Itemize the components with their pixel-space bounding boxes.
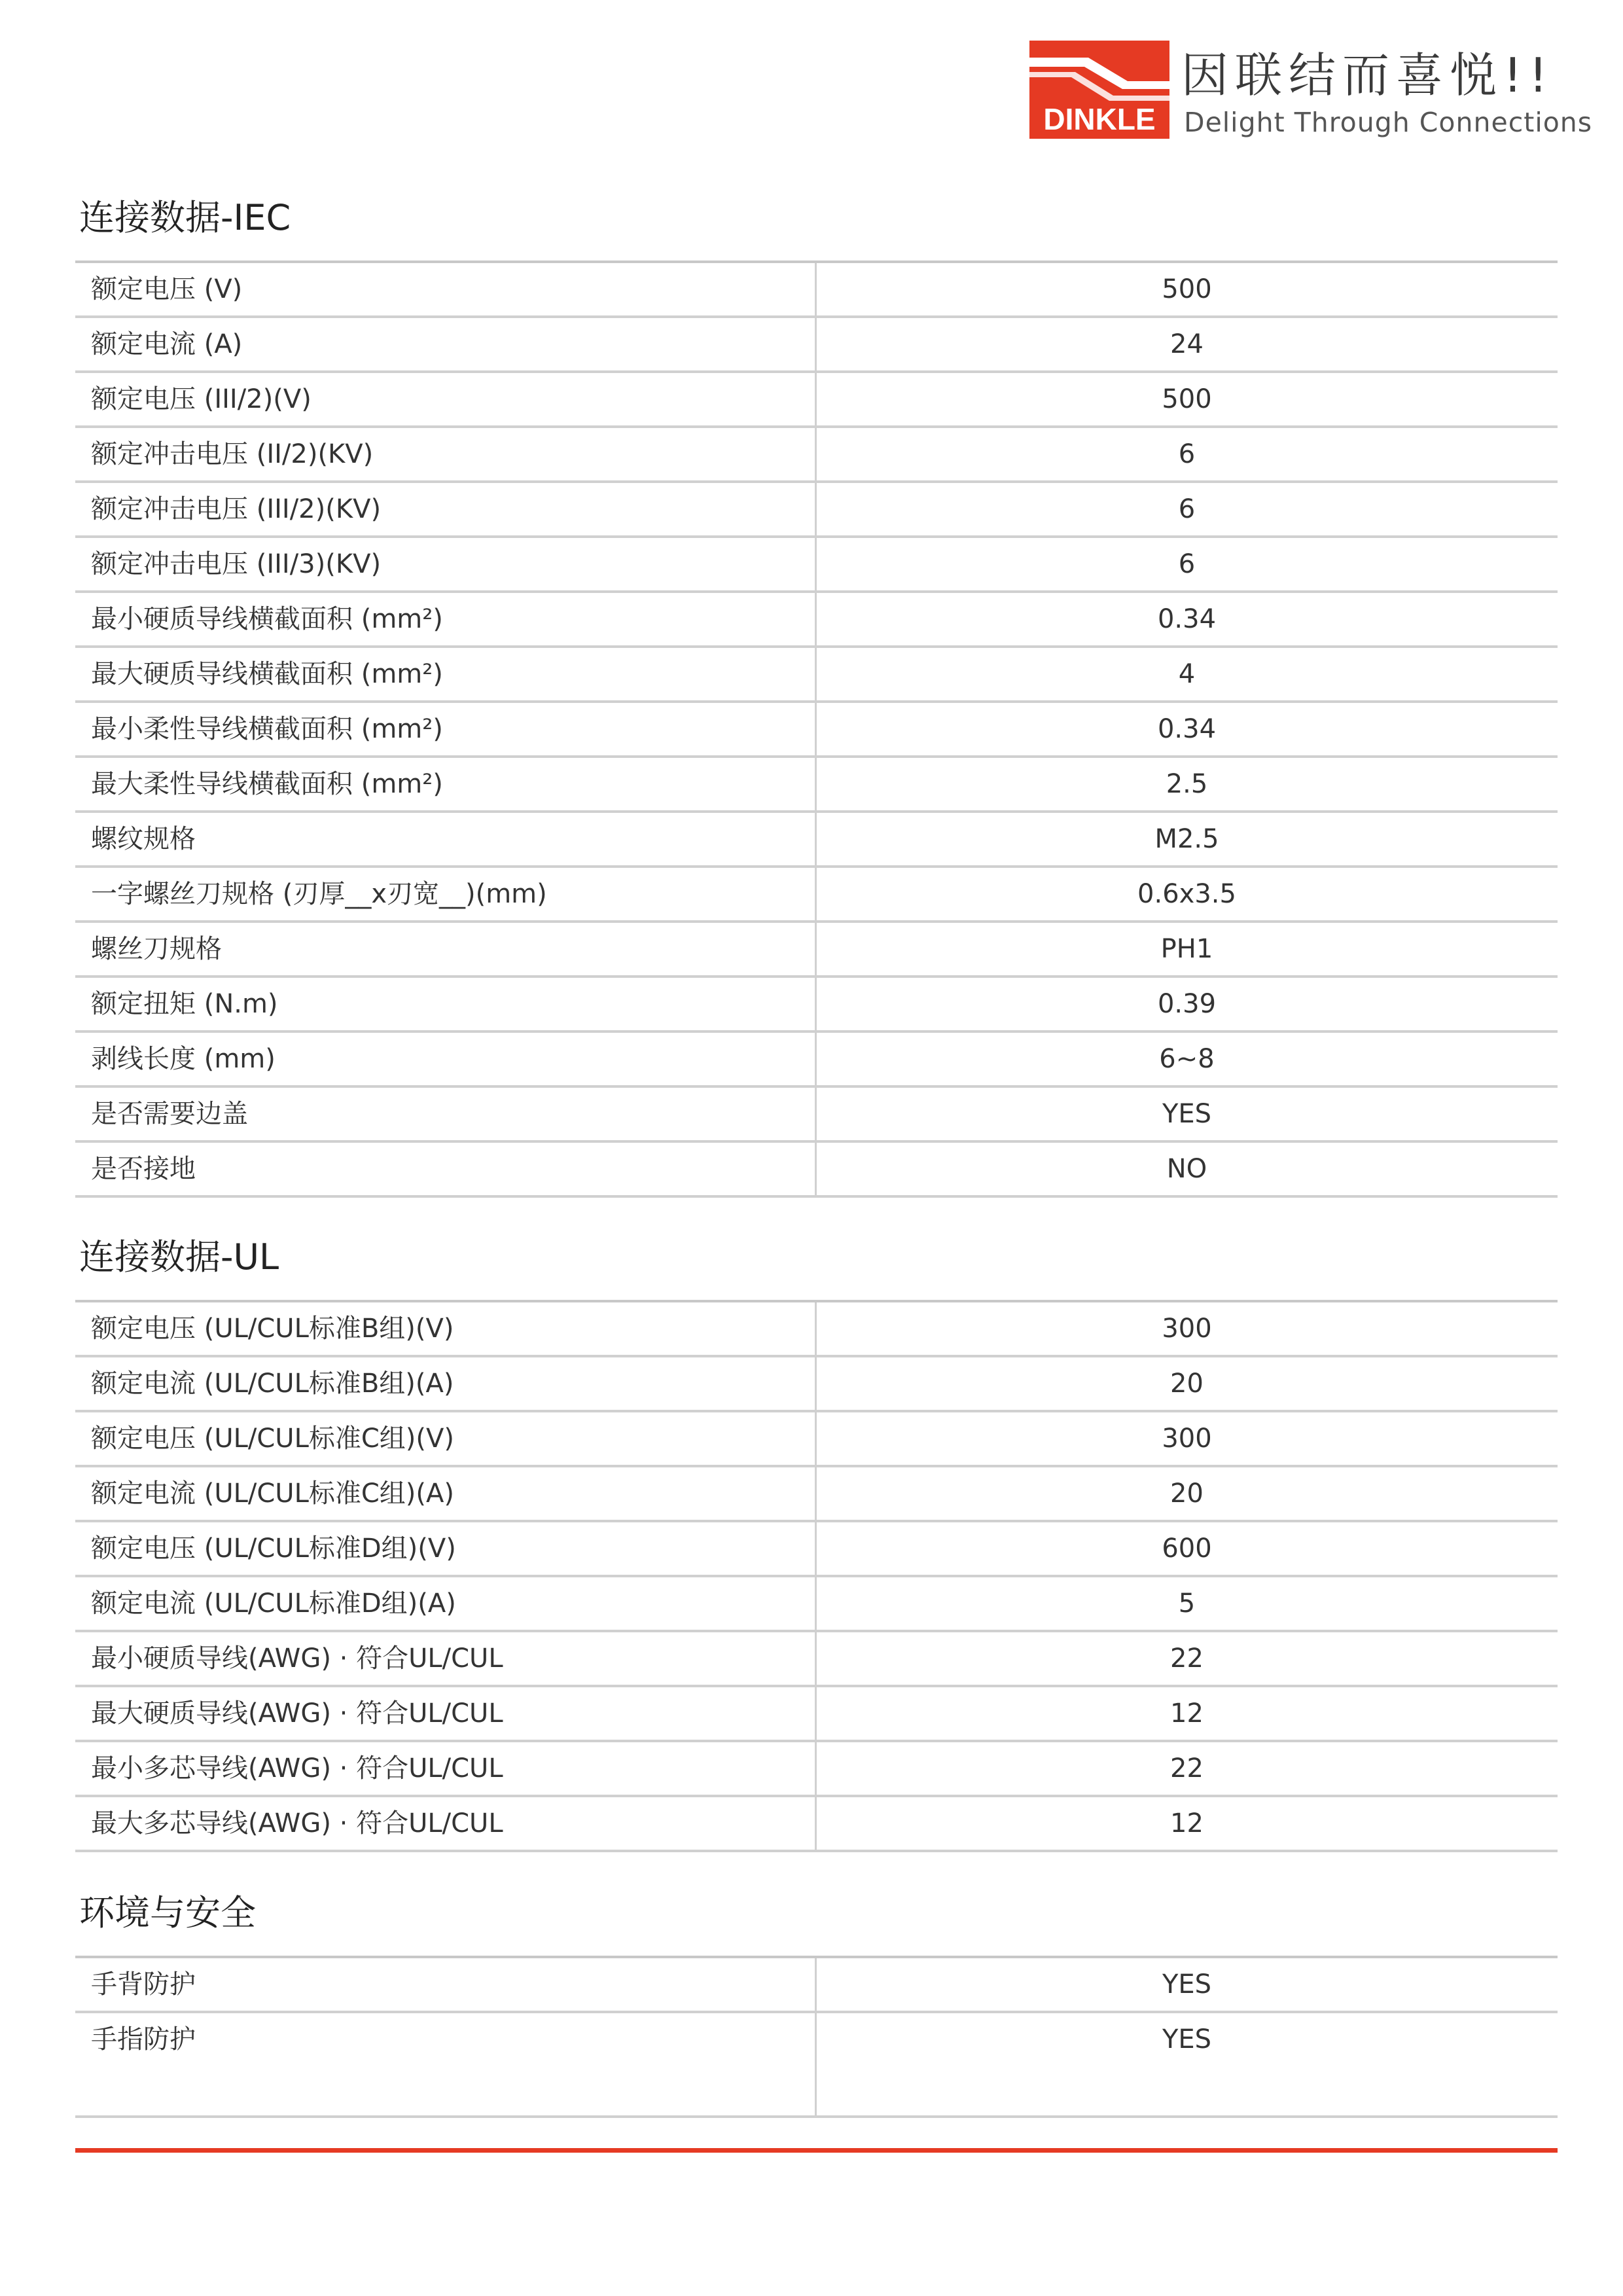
table-row: [75, 1467, 1558, 1522]
row-label: 剥线长度 (mm): [91, 1044, 276, 1074]
row-value: 0.6x3.5: [1137, 879, 1236, 909]
row-label: 额定电压 (UL/CUL标准D组)(V): [91, 1534, 456, 1564]
row-value: 300: [1162, 1424, 1212, 1454]
table-row: [75, 318, 1558, 373]
row-label: 手背防护: [91, 1969, 196, 2000]
row-value: 20: [1170, 1479, 1204, 1509]
row-label: 额定电压 (UL/CUL标准C组)(V): [91, 1424, 454, 1454]
row-value: 500: [1162, 274, 1212, 304]
row-value: 6: [1178, 549, 1196, 579]
dinkle-logo-icon: [1029, 41, 1169, 139]
table-row: [75, 1742, 1558, 1797]
slogan-english: Delight Through Connections: [1184, 107, 1593, 138]
row-label: 额定电压 (III/2)(V): [91, 384, 312, 414]
table-row: [75, 1302, 1558, 1357]
section-title: 环境与安全: [79, 1892, 256, 1933]
row-value: 6: [1178, 494, 1196, 524]
table-row: [75, 1522, 1558, 1577]
svg-text:DINKLE: DINKLE: [1043, 102, 1156, 136]
table-row: [75, 593, 1558, 648]
row-value: 300: [1162, 1314, 1212, 1344]
table-row: [75, 1958, 1558, 2013]
table-row: [75, 538, 1558, 593]
row-value: 600: [1162, 1534, 1212, 1564]
row-value: 0.34: [1157, 604, 1217, 634]
row-label: 最大硬质导线(AWG) · 符合UL/CUL: [91, 1698, 503, 1729]
row-value: 5: [1178, 1588, 1196, 1619]
row-label: 最小硬质导线横截面积 (mm²): [91, 604, 443, 634]
row-value: 20: [1170, 1369, 1204, 1399]
row-value: 24: [1170, 329, 1204, 359]
row-value: 22: [1170, 1643, 1204, 1674]
row-label: 是否需要边盖: [91, 1099, 248, 1129]
section-title: 连接数据-IEC: [79, 197, 291, 238]
row-label: 螺丝刀规格: [91, 934, 222, 964]
spec-table-safety: [75, 1956, 1558, 2118]
section-environment-safety: [75, 1885, 1558, 2134]
table-row: [75, 758, 1558, 813]
table-row: [75, 1357, 1558, 1412]
table-row: [75, 428, 1558, 483]
row-label: 最大柔性导线横截面积 (mm²): [91, 769, 443, 799]
row-label: 额定电压 (UL/CUL标准B组)(V): [91, 1314, 454, 1344]
row-label: 一字螺丝刀规格 (刃厚__x刃宽__)(mm): [91, 879, 547, 909]
spec-table-iec: [75, 260, 1558, 1198]
table-row: [75, 1632, 1558, 1687]
row-value: 6~8: [1159, 1044, 1215, 1074]
row-value: 0.39: [1157, 989, 1217, 1019]
table-row: [75, 703, 1558, 758]
row-value: PH1: [1160, 934, 1213, 964]
table-row: [75, 2013, 1558, 2118]
row-label: 额定冲击电压 (III/2)(KV): [91, 494, 382, 524]
row-label: 最小硬质导线(AWG) · 符合UL/CUL: [91, 1643, 503, 1674]
section-title: 连接数据-UL: [79, 1236, 279, 1278]
spec-table-ul: [75, 1300, 1558, 1852]
row-label: 最小柔性导线横截面积 (mm²): [91, 714, 443, 744]
row-label: 额定冲击电压 (II/2)(KV): [91, 439, 374, 469]
table-row: [75, 373, 1558, 428]
table-row: [75, 483, 1558, 538]
brand-logo: [1029, 41, 1593, 139]
table-row: [75, 923, 1558, 978]
table-row: [75, 648, 1558, 703]
row-label: 额定电流 (UL/CUL标准B组)(A): [91, 1369, 454, 1399]
table-row: [75, 1143, 1558, 1198]
row-value: 12: [1170, 1808, 1204, 1839]
row-label: 额定电流 (UL/CUL标准C组)(A): [91, 1479, 454, 1509]
table-row: [75, 1033, 1558, 1088]
row-label: 是否接地: [91, 1154, 196, 1184]
row-label: 最小多芯导线(AWG) · 符合UL/CUL: [91, 1753, 503, 1784]
footer-divider: [75, 2148, 1558, 2153]
row-label: 最大硬质导线横截面积 (mm²): [91, 659, 443, 689]
section-ul: [75, 1229, 1558, 1857]
row-value: NO: [1166, 1154, 1207, 1184]
row-value: 22: [1170, 1753, 1204, 1784]
row-label: 螺纹规格: [91, 824, 196, 854]
slogan-chinese: 因联结而喜悦!!: [1181, 48, 1554, 103]
row-value: 2.5: [1166, 769, 1208, 799]
table-row: [75, 1687, 1558, 1742]
row-value: YES: [1162, 1099, 1212, 1129]
table-row: [75, 1088, 1558, 1143]
table-row: [75, 813, 1558, 868]
row-value: YES: [1162, 2024, 1212, 2054]
table-row: [75, 1577, 1558, 1632]
table-row: [75, 1797, 1558, 1852]
row-label: 最大多芯导线(AWG) · 符合UL/CUL: [91, 1808, 503, 1839]
table-row: [75, 868, 1558, 923]
row-label: 额定扭矩 (N.m): [91, 989, 278, 1019]
row-value: 500: [1162, 384, 1212, 414]
row-value: 0.34: [1157, 714, 1217, 744]
table-row: [75, 263, 1558, 318]
row-value: M2.5: [1154, 824, 1219, 854]
row-label: 额定电流 (UL/CUL标准D组)(A): [91, 1588, 456, 1619]
row-label: 额定冲击电压 (III/3)(KV): [91, 549, 382, 579]
row-value: 4: [1178, 659, 1196, 689]
table-row: [75, 978, 1558, 1033]
row-value: 12: [1170, 1698, 1204, 1729]
table-row: [75, 1412, 1558, 1467]
row-label: 额定电压 (V): [91, 274, 243, 304]
row-label: 手指防护: [91, 2024, 196, 2054]
section-iec: [75, 190, 1558, 1198]
row-value: YES: [1162, 1969, 1212, 2000]
row-label: 额定电流 (A): [91, 329, 243, 359]
row-value: 6: [1178, 439, 1196, 469]
